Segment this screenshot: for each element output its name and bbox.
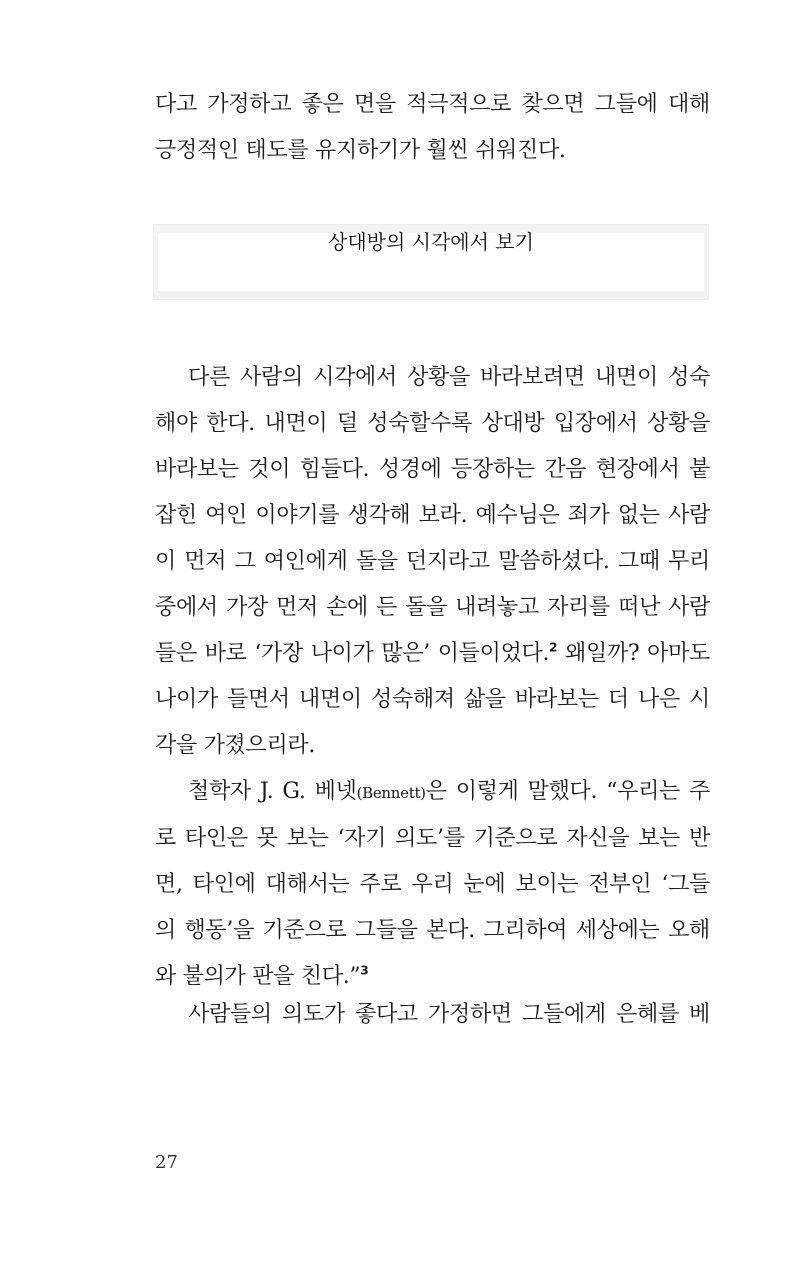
text-line: 사람들의 의도가 좋다고 가정하면 그들에게 은혜를 베 — [188, 1002, 710, 1027]
text-line: 중에서 가장 먼저 손에 든 돌을 내려놓고 자리를 떠난 사람 — [155, 595, 710, 620]
text-line: 잡힌 여인 이야기를 생각해 보라. 예수님은 죄가 없는 사람 — [155, 503, 710, 528]
text-line — [155, 769, 710, 816]
text-line: 다고 가정하고 좋은 면을 적극적으로 찾으면 그들에 대해 — [155, 92, 710, 117]
section-heading-box — [153, 224, 709, 300]
top-paragraph — [155, 82, 710, 174]
text-segment: 들은 바로 ‘가장 나이가 많은’ 이들이었다. — [155, 641, 550, 666]
text-line: 면, 타인에 대해서는 주로 우리 눈에 보이는 전부인 ‘그들 — [155, 872, 710, 897]
text-segment: 왜일까? 아마도 — [557, 641, 710, 666]
text-line: 의 행동’을 기준으로 그들을 본다. 그리하여 세상에는 오해 — [155, 918, 710, 943]
text-line: 각을 가졌으리라. — [155, 733, 316, 758]
paragraph-perspective — [155, 355, 710, 769]
text-segment: 와 불의가 판을 친다.” — [155, 964, 361, 989]
section-heading: 상대방의 시각에서 보기 — [328, 230, 534, 254]
text-segment: 철학자 J. G. 베넷 — [188, 779, 357, 804]
footnote-marker-3: 3 — [360, 963, 369, 978]
text-line: 해야 한다. 내면이 덜 성숙할수록 상대방 입장에서 상황을 — [155, 411, 710, 436]
paragraph-bennett-quote — [155, 769, 710, 1000]
page-number: 27 — [155, 1152, 178, 1173]
paragraph-good-intent — [155, 992, 710, 1038]
text-line-with-footnote — [155, 631, 710, 677]
text-line: 다른 사람의 시각에서 상황을 바라보려면 내면이 성숙 — [188, 365, 710, 390]
text-line: 로 타인은 못 보는 ‘자기 의도’를 기준으로 자신을 보는 반 — [155, 826, 710, 851]
text-line: 바라보는 것이 힘들다. 성경에 등장하는 간음 현장에서 붙 — [155, 457, 710, 482]
text-segment: 은 이렇게 말했다. “우리는 주 — [425, 779, 710, 804]
footnote-marker-2: 2 — [549, 640, 558, 655]
text-line: 이 먼저 그 여인에게 돌을 던지라고 말씀하셨다. 그때 무리 — [155, 549, 710, 574]
parenthetical-name: (Bennett) — [356, 784, 426, 802]
text-line: 나이가 들면서 내면이 성숙해져 삶을 바라보는 더 나은 시 — [155, 687, 710, 712]
text-line: 긍정적인 태도를 유지하기가 훨씬 쉬워진다. — [155, 138, 566, 163]
